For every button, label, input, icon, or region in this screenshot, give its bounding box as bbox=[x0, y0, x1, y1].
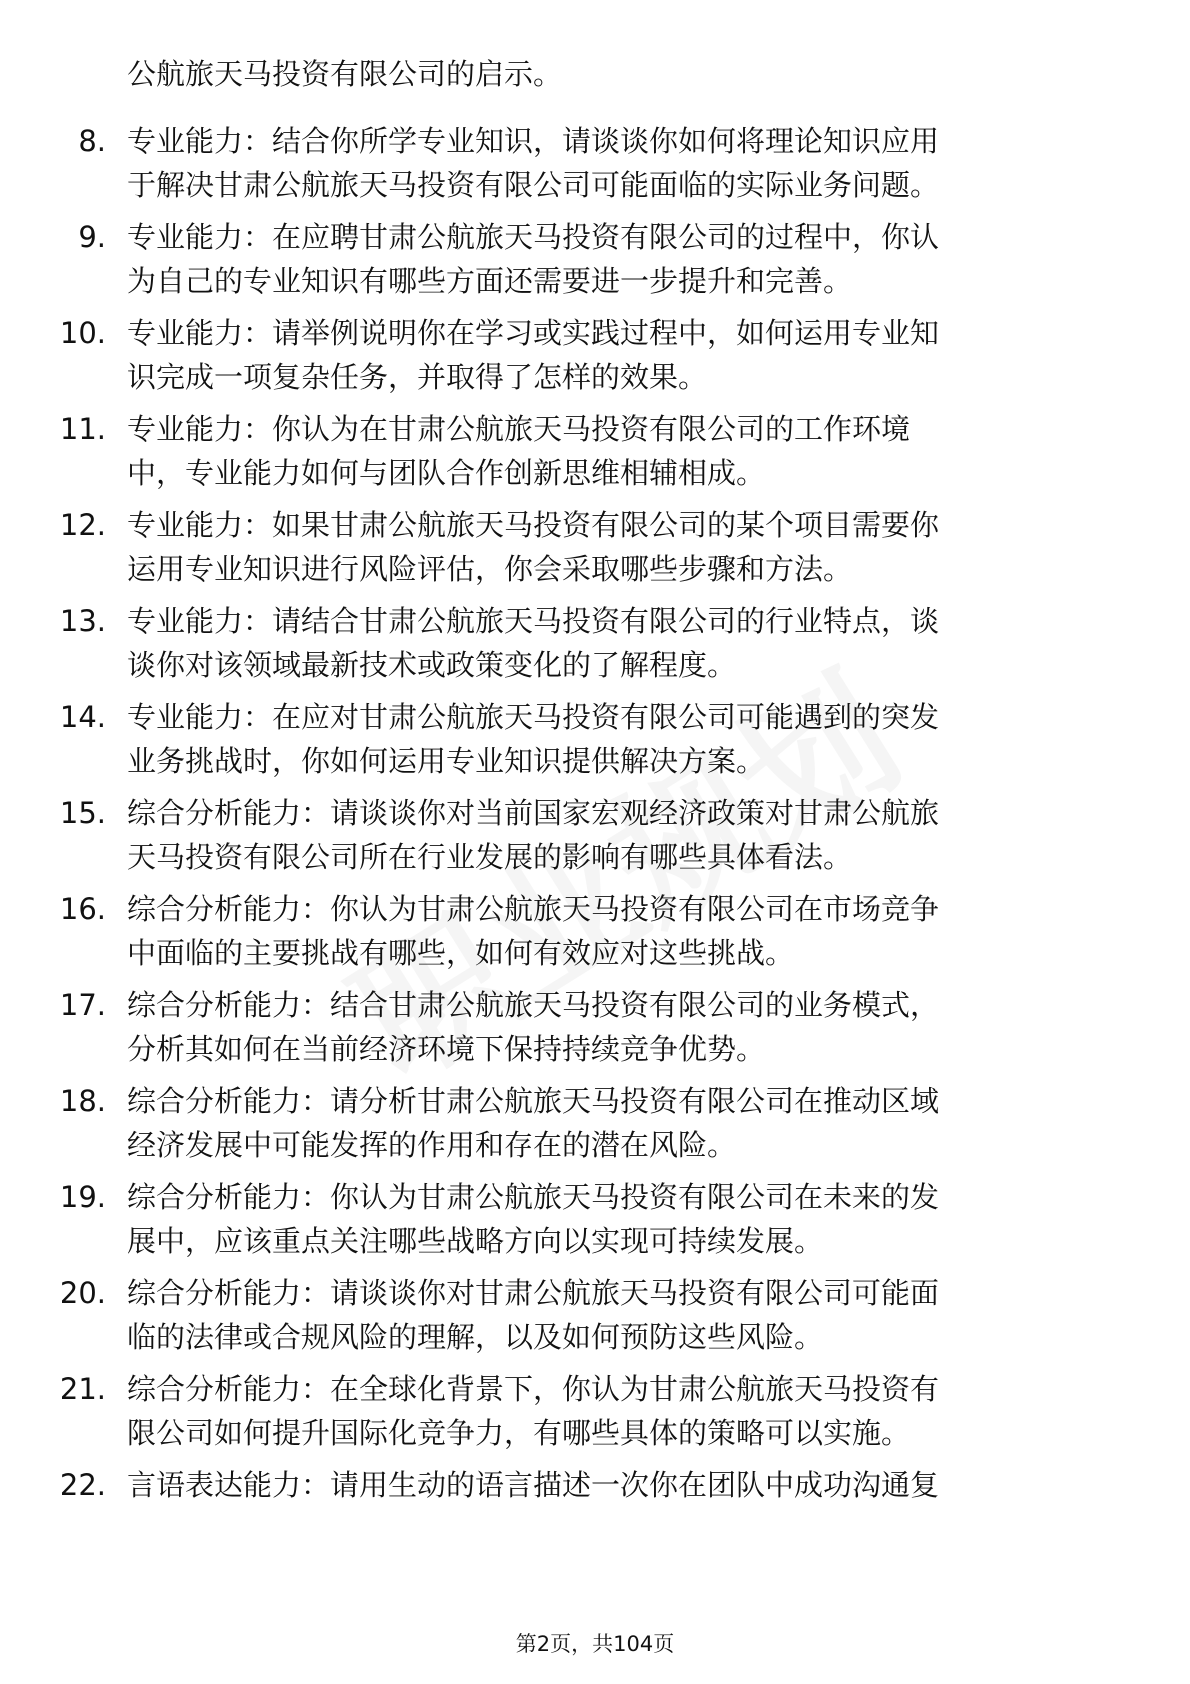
question-line: 言语表达能力：请用生动的语言描述一次你在团队中成功沟通复 bbox=[127, 1468, 940, 1502]
question-line: 专业能力：在应聘甘肃公航旅天马投资有限公司的过程中，你认 bbox=[127, 220, 940, 254]
question-line: 谈你对该领域最新技术或政策变化的了解程度。 bbox=[127, 648, 737, 682]
question-line: 综合分析能力：你认为甘肃公航旅天马投资有限公司在市场竞争 bbox=[127, 892, 940, 926]
question-line: 经济发展中可能发挥的作用和存在的潜在风险。 bbox=[127, 1128, 737, 1162]
question-line: 专业能力：结合你所学专业知识，请谈谈你如何将理论知识应用 bbox=[127, 124, 940, 158]
question-line: 综合分析能力：结合甘肃公航旅天马投资有限公司的业务模式， bbox=[127, 988, 940, 1022]
question-text bbox=[127, 1463, 939, 1507]
question-line: 综合分析能力：在全球化背景下，你认为甘肃公航旅天马投资有 bbox=[127, 1372, 940, 1406]
question-line: 专业能力：在应对甘肃公航旅天马投资有限公司可能遇到的突发 bbox=[127, 700, 940, 734]
question-number: 10. bbox=[59, 316, 106, 350]
page-footer: 第2页，共104页 bbox=[515, 1632, 675, 1656]
question-number: 15. bbox=[59, 796, 106, 830]
question-line: 展中，应该重点关注哪些战略方向以实现可持续发展。 bbox=[127, 1224, 824, 1258]
question-number: 8. bbox=[78, 124, 106, 158]
question-line: 运用专业知识进行风险评估，你会采取哪些步骤和方法。 bbox=[127, 552, 853, 586]
question-text bbox=[127, 983, 939, 1071]
question-line: 限公司如何提升国际化竞争力，有哪些具体的策略可以实施。 bbox=[127, 1416, 911, 1450]
question-line: 中面临的主要挑战有哪些，如何有效应对这些挑战。 bbox=[127, 936, 795, 970]
question-line: 专业能力：请结合甘肃公航旅天马投资有限公司的行业特点，谈 bbox=[127, 604, 940, 638]
question-line: 天马投资有限公司所在行业发展的影响有哪些具体看法。 bbox=[127, 840, 853, 874]
question-line: 综合分析能力：你认为甘肃公航旅天马投资有限公司在未来的发 bbox=[127, 1180, 940, 1214]
question-list bbox=[0, 119, 1190, 1559]
question-number: 19. bbox=[59, 1180, 106, 1214]
question-item bbox=[0, 983, 1190, 1079]
question-item bbox=[0, 1367, 1190, 1463]
question-number: 22. bbox=[59, 1468, 106, 1502]
question-number: 14. bbox=[59, 700, 106, 734]
question-item bbox=[0, 887, 1190, 983]
question-line: 识完成一项复杂任务，并取得了怎样的效果。 bbox=[127, 360, 708, 394]
question-line: 综合分析能力：请谈谈你对甘肃公航旅天马投资有限公司可能面 bbox=[127, 1276, 940, 1310]
question-number: 18. bbox=[59, 1084, 106, 1118]
question-line: 综合分析能力：请谈谈你对当前国家宏观经济政策对甘肃公航旅 bbox=[127, 796, 940, 830]
question-number: 13. bbox=[59, 604, 106, 638]
question-line: 专业能力：如果甘肃公航旅天马投资有限公司的某个项目需要你 bbox=[127, 508, 940, 542]
question-text bbox=[127, 215, 939, 303]
question-item bbox=[0, 791, 1190, 887]
question-item bbox=[0, 1079, 1190, 1175]
question-text bbox=[127, 1271, 939, 1359]
continuation-text: 公航旅天马投资有限公司的启示。 bbox=[127, 57, 563, 91]
question-line: 专业能力：你认为在甘肃公航旅天马投资有限公司的工作环境 bbox=[127, 412, 911, 446]
question-item bbox=[0, 119, 1190, 215]
question-item bbox=[0, 407, 1190, 503]
question-number: 20. bbox=[59, 1276, 106, 1310]
question-item bbox=[0, 215, 1190, 311]
question-text bbox=[127, 599, 939, 687]
question-text bbox=[127, 695, 939, 783]
question-number: 16. bbox=[59, 892, 106, 926]
question-item bbox=[0, 1463, 1190, 1559]
question-line: 临的法律或合规风险的理解，以及如何预防这些风险。 bbox=[127, 1320, 824, 1354]
question-item bbox=[0, 695, 1190, 791]
question-number: 9. bbox=[78, 220, 106, 254]
question-text bbox=[127, 119, 939, 207]
question-text bbox=[127, 791, 939, 879]
question-text bbox=[127, 887, 939, 975]
question-item bbox=[0, 1271, 1190, 1367]
question-line: 综合分析能力：请分析甘肃公航旅天马投资有限公司在推动区域 bbox=[127, 1084, 940, 1118]
question-item bbox=[0, 599, 1190, 695]
question-item bbox=[0, 311, 1190, 407]
question-line: 于解决甘肃公航旅天马投资有限公司可能面临的实际业务问题。 bbox=[127, 168, 940, 202]
question-number: 21. bbox=[59, 1372, 106, 1406]
question-line: 分析其如何在当前经济环境下保持持续竞争优势。 bbox=[127, 1032, 766, 1066]
question-number: 17. bbox=[59, 988, 106, 1022]
question-line: 专业能力：请举例说明你在学习或实践过程中，如何运用专业知 bbox=[127, 316, 940, 350]
question-line: 中，专业能力如何与团队合作创新思维相辅相成。 bbox=[127, 456, 766, 490]
question-text bbox=[127, 311, 939, 399]
question-text bbox=[127, 1367, 939, 1455]
question-text bbox=[127, 503, 939, 591]
question-item bbox=[0, 1175, 1190, 1271]
question-number: 12. bbox=[59, 508, 106, 542]
question-item bbox=[0, 503, 1190, 599]
question-number: 11. bbox=[59, 412, 106, 446]
question-text bbox=[127, 1079, 939, 1167]
question-line: 业务挑战时，你如何运用专业知识提供解决方案。 bbox=[127, 744, 766, 778]
question-text bbox=[127, 1175, 939, 1263]
question-line: 为自己的专业知识有哪些方面还需要进一步提升和完善。 bbox=[127, 264, 853, 298]
question-text bbox=[127, 407, 910, 495]
